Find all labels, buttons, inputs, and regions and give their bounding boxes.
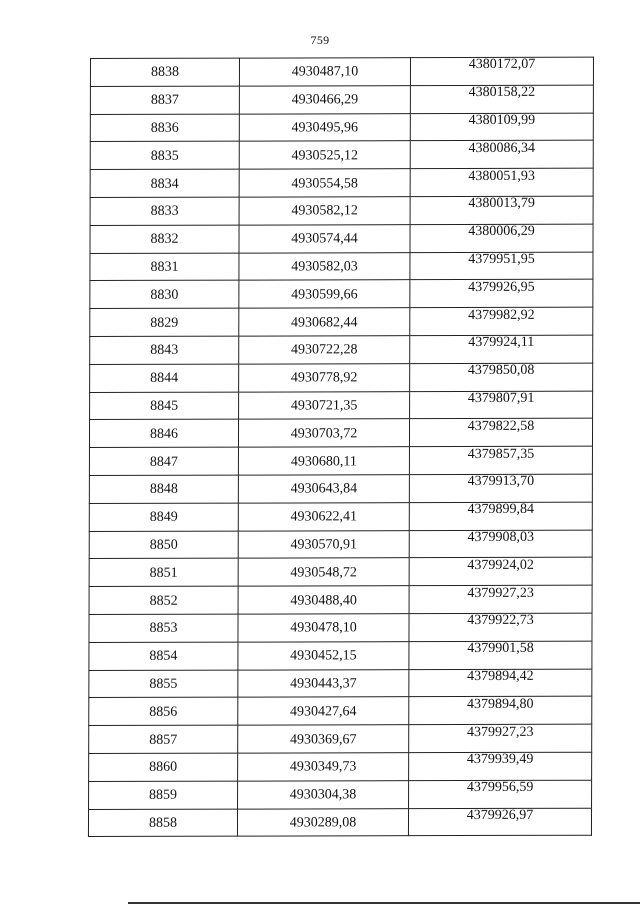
table-row [89,502,592,531]
x-coordinate-cell [238,419,409,447]
table-row [89,446,592,475]
point-id-cell-text: 8832 [150,231,179,248]
point-id-cell-text: 8848 [149,482,178,498]
x-coordinate-cell-text: 4930487,10 [291,64,359,80]
x-coordinate-cell [238,447,409,475]
point-id-cell-text: 8858 [148,815,178,831]
table-row [89,780,592,809]
x-coordinate-cell [238,614,409,642]
y-coordinate-cell [410,252,593,280]
y-coordinate-cell-text: 4380109,99 [468,112,536,128]
point-id-cell [89,781,238,809]
x-coordinate-cell [239,141,410,169]
table-row [89,419,592,448]
table-row [90,85,593,114]
x-coordinate-cell-text: 4930495,96 [291,120,359,136]
point-id-cell-text: 8856 [149,704,178,720]
point-id-cell [89,697,238,725]
point-id-cell-text: 8851 [149,565,178,581]
table-row [89,641,592,670]
x-coordinate-cell [239,391,410,419]
point-id-cell-text: 8852 [149,593,178,609]
y-coordinate-cell [410,141,593,169]
point-id-cell-text: 8844 [150,370,179,386]
x-coordinate-cell [238,780,409,808]
scan-edge-line [128,902,640,904]
x-coordinate-cell [239,113,410,141]
y-coordinate-cell [408,808,591,836]
x-coordinate-cell-text: 4930703,72 [290,426,358,442]
y-coordinate-cell-text: 4379894,80 [467,696,534,712]
y-coordinate-cell [410,391,593,419]
x-coordinate-cell [239,363,410,391]
x-coordinate-cell [238,586,409,614]
x-coordinate-cell-text: 4930427,64 [290,704,357,720]
point-id-cell-text: 8830 [150,287,179,303]
x-coordinate-cell-text: 4930682,44 [291,314,358,331]
point-id-cell-text: 8855 [149,676,178,692]
x-coordinate-cell-text: 4930778,92 [290,370,358,386]
x-coordinate-cell [239,85,410,113]
point-id-cell-text: 8850 [149,537,178,553]
y-coordinate-cell-text: 4379901,58 [467,640,534,657]
x-coordinate-cell [238,753,409,781]
x-coordinate-cell-text: 4930622,41 [290,509,358,525]
x-coordinate-cell-text: 4930722,28 [290,342,358,358]
y-coordinate-cell [410,85,593,113]
y-coordinate-cell [410,196,593,224]
point-id-cell-text: 8834 [150,176,179,192]
y-coordinate-cell-text: 4379807,91 [467,390,535,406]
y-coordinate-cell-text: 4379982,92 [468,307,535,323]
point-id-cell [88,809,237,837]
table-row [89,585,592,614]
x-coordinate-cell-text: 4930452,15 [290,648,357,664]
x-coordinate-cell [238,530,409,558]
y-coordinate-cell [409,530,592,558]
point-id-cell-text: 8849 [149,509,178,525]
y-coordinate-cell [409,697,592,725]
y-coordinate-cell [409,752,592,780]
point-id-cell [90,142,239,170]
y-coordinate-cell [409,585,592,613]
table-row [90,363,593,392]
table-row [90,391,593,420]
point-id-cell [90,114,239,142]
y-coordinate-cell-text: 4379927,23 [466,724,534,740]
point-id-cell [90,197,239,225]
x-coordinate-cell [238,669,409,697]
y-coordinate-cell-text: 4379913,70 [467,474,535,490]
x-coordinate-cell-text: 4930349,73 [289,759,357,775]
y-coordinate-cell-text: 4380158,22 [468,85,536,101]
y-coordinate-cell-text: 4379927,23 [467,585,534,601]
point-id-cell-text: 8853 [149,621,178,637]
point-id-cell-text: 8859 [149,787,178,803]
point-id-cell-text: 8833 [150,204,179,220]
table-row [88,808,591,837]
y-coordinate-cell-text: 4380051,93 [468,168,535,184]
table-row [90,224,593,253]
x-coordinate-cell-text: 4930554,58 [291,175,358,192]
y-coordinate-cell [410,224,593,252]
y-coordinate-cell-text: 4379924,11 [468,335,535,351]
point-id-cell-text: 8854 [149,648,178,664]
y-coordinate-cell [410,168,593,196]
x-coordinate-cell-text: 4930582,12 [291,203,358,219]
y-coordinate-cell-text: 4380013,79 [468,196,535,212]
x-coordinate-cell-text: 4930443,37 [290,676,357,692]
point-id-cell [89,531,238,559]
y-coordinate-cell-text: 4379822,58 [467,418,535,434]
x-coordinate-cell-text: 4930289,08 [289,815,357,831]
point-id-cell [89,558,238,586]
point-id-cell-text: 8838 [150,65,179,81]
point-id-cell [89,419,238,447]
point-id-cell [89,725,238,753]
table-row [89,613,592,642]
point-id-cell-text: 8847 [149,454,178,470]
y-coordinate-cell-text: 4379850,08 [467,362,535,379]
x-coordinate-cell-text: 4930525,12 [291,148,359,164]
x-coordinate-cell-text: 4930488,40 [290,592,357,609]
y-coordinate-cell [410,335,593,363]
point-id-cell [90,280,239,308]
table-row [90,252,593,281]
table-row [89,474,592,503]
point-id-cell-text: 8843 [150,343,179,359]
y-coordinate-cell-text: 4379899,84 [467,501,535,518]
y-coordinate-cell-text: 4379857,35 [467,446,535,462]
page-number: 759 [310,33,330,47]
point-id-cell [90,392,239,420]
y-coordinate-cell-text: 4379956,59 [466,779,534,796]
point-id-cell [89,586,238,614]
point-id-cell [90,225,239,253]
x-coordinate-cell [238,558,409,586]
table-row [89,697,592,726]
table-row [90,141,593,170]
y-coordinate-cell [409,502,592,530]
y-coordinate-cell [409,724,592,752]
y-coordinate-cell [409,669,592,697]
x-coordinate-cell-text: 4930582,03 [291,259,358,275]
y-coordinate-cell [409,641,592,669]
point-id-cell [89,642,238,670]
y-coordinate-cell-text: 4379951,95 [468,251,535,267]
point-id-cell-text: 8837 [150,92,179,109]
x-coordinate-cell [239,336,410,364]
y-coordinate-cell [409,558,592,586]
point-id-cell [89,753,238,781]
point-id-cell-text: 8860 [149,760,178,776]
table-row [89,752,592,781]
y-coordinate-cell-text: 4379939,49 [466,752,534,768]
x-coordinate-cell-text: 4930574,44 [291,231,358,247]
coordinates-table [88,57,594,838]
y-coordinate-cell-text: 4379926,95 [468,279,535,295]
x-coordinate-cell-text: 4930369,67 [289,731,357,747]
point-id-cell [89,670,238,698]
y-coordinate-cell-text: 4379922,73 [467,613,534,629]
table-row [90,57,593,86]
y-coordinate-cell [410,307,593,335]
point-id-cell-text: 8845 [150,398,179,414]
y-coordinate-cell [409,474,592,502]
x-coordinate-cell [239,224,410,252]
y-coordinate-cell [409,780,592,808]
table-row [90,280,593,309]
x-coordinate-cell-text: 4930466,29 [291,92,359,108]
x-coordinate-cell [239,280,410,308]
x-coordinate-cell [239,197,410,225]
y-coordinate-cell [409,419,592,447]
y-coordinate-cell [410,57,593,85]
y-coordinate-cell-text: 4379926,97 [466,807,534,823]
point-id-cell [89,447,238,475]
x-coordinate-cell [239,252,410,280]
x-coordinate-cell-text: 4930478,10 [290,620,357,636]
point-id-cell [90,336,239,364]
point-id-cell [90,253,239,281]
x-coordinate-cell [238,697,409,725]
x-coordinate-cell [239,58,410,86]
point-id-cell [90,86,239,114]
x-coordinate-cell-text: 4930599,66 [291,287,358,303]
x-coordinate-cell [238,475,409,503]
point-id-cell-text: 8836 [150,120,179,136]
point-id-cell-text: 8857 [149,732,178,748]
point-id-cell-text: 8831 [150,259,179,275]
x-coordinate-cell [239,169,410,197]
coordinates-table-container [88,57,590,838]
y-coordinate-cell-text: 4379908,03 [467,529,535,545]
y-coordinate-cell-text: 4380006,29 [468,224,535,240]
point-id-cell [89,475,238,503]
point-id-cell-text: 8846 [149,426,179,442]
table-row [89,530,592,559]
point-id-cell [89,503,238,531]
table-row [90,335,593,364]
y-coordinate-cell-text: 4379924,02 [467,557,534,573]
table-row [90,113,593,142]
x-coordinate-cell-text: 4930304,38 [289,787,357,803]
table-row [90,307,593,336]
point-id-cell [89,614,238,642]
y-coordinate-cell [410,113,593,141]
x-coordinate-cell-text: 4930548,72 [290,565,357,581]
y-coordinate-cell [410,280,593,308]
y-coordinate-cell [410,363,593,391]
y-coordinate-cell [409,613,592,641]
x-coordinate-cell-text: 4930680,11 [290,453,357,470]
point-id-cell [90,364,239,392]
y-coordinate-cell-text: 4380172,07 [468,57,536,73]
x-coordinate-cell [238,725,409,753]
point-id-cell-text: 8835 [150,148,179,164]
table-row [89,558,592,587]
y-coordinate-cell-text: 4380086,34 [468,140,536,156]
x-coordinate-cell-text: 4930570,91 [290,537,357,553]
x-coordinate-cell [239,308,410,336]
coordinates-table-body [88,57,593,837]
table-row [90,196,593,225]
x-coordinate-cell [238,641,409,669]
point-id-cell-text: 8829 [150,315,179,331]
table-row [89,669,592,698]
point-id-cell [90,308,239,336]
table-row [90,168,593,197]
x-coordinate-cell [237,808,408,836]
point-id-cell [90,58,239,86]
x-coordinate-cell-text: 4930721,35 [290,398,358,414]
y-coordinate-cell-text: 4379894,42 [467,668,534,684]
table-row [89,724,592,753]
x-coordinate-cell-text: 4930643,84 [290,481,358,497]
y-coordinate-cell [409,446,592,474]
x-coordinate-cell [238,502,409,530]
point-id-cell [90,169,239,197]
